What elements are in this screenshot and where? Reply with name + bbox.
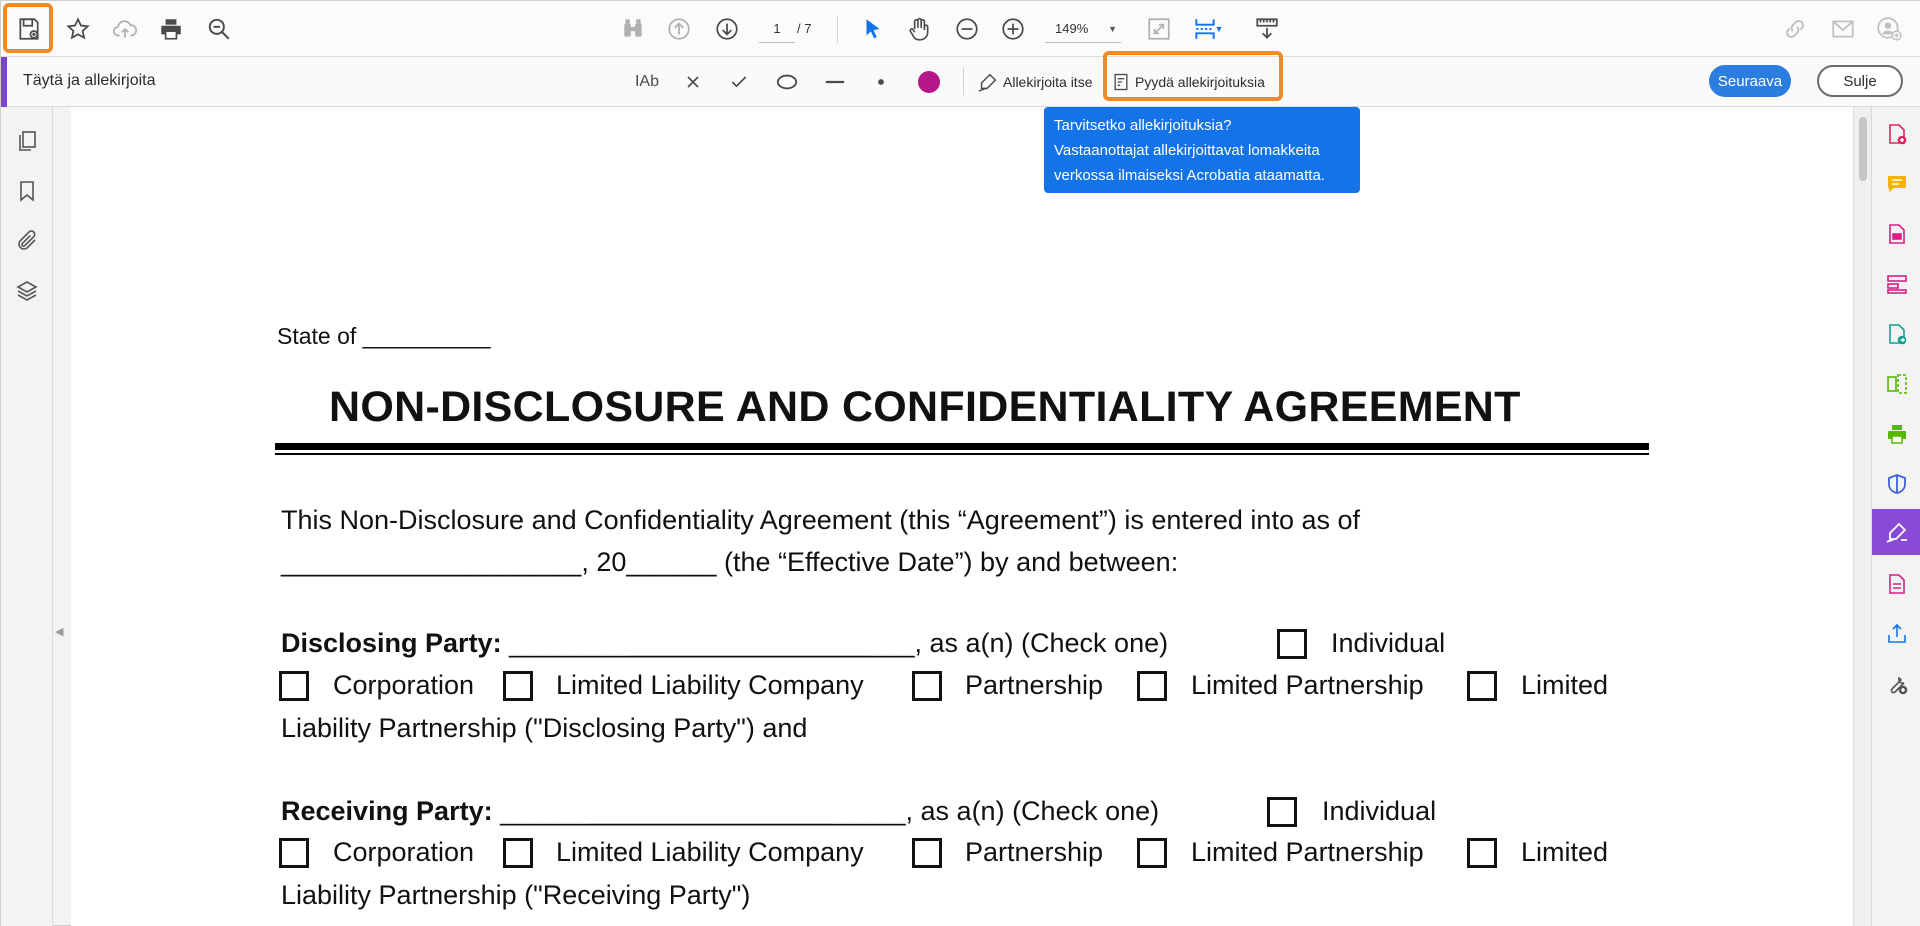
color-swatch bbox=[918, 71, 940, 93]
cross-mark-tool[interactable] bbox=[681, 67, 705, 97]
disclosing-party-line bbox=[281, 628, 1168, 659]
label-limited: Limited bbox=[1521, 670, 1609, 700]
collapse-left-panel-icon[interactable]: ◀ bbox=[55, 626, 64, 638]
line-tool[interactable] bbox=[821, 67, 849, 97]
label-limited-partnership: Limited Partnership bbox=[1191, 670, 1424, 700]
comment-icon[interactable] bbox=[1882, 169, 1912, 199]
intro-line-2: ____________________, 20______ (the “Effective Date”) by and between: bbox=[281, 547, 1179, 577]
circle-tool[interactable] bbox=[773, 67, 801, 97]
send-for-review-icon[interactable] bbox=[1882, 569, 1912, 599]
scrollbar-thumb[interactable] bbox=[1859, 117, 1867, 181]
request-document-icon bbox=[1111, 72, 1131, 92]
state-line: State of __________ bbox=[277, 323, 491, 349]
zoom-out-icon[interactable] bbox=[951, 13, 983, 45]
toolbar-separator bbox=[837, 15, 838, 43]
request-signatures-tooltip bbox=[1044, 107, 1360, 193]
checkbox-disclosing-corporation[interactable] bbox=[279, 671, 309, 701]
disclosing-party-end: Liability Partnership ("Disclosing Party") and bbox=[281, 713, 808, 743]
intro-line-1: This Non-Disclosure and Confidentiality Agreement (this “Agreement”) is entered into as of bbox=[281, 505, 1360, 535]
checkbox-receiving-llp[interactable] bbox=[1467, 838, 1497, 868]
checkbox-receiving-lp[interactable] bbox=[1137, 838, 1167, 868]
star-icon[interactable] bbox=[62, 13, 94, 45]
fill-sign-title: Täytä ja allekirjoita bbox=[23, 72, 156, 89]
sign-yourself-button[interactable] bbox=[977, 67, 1092, 97]
check-mark-tool[interactable] bbox=[727, 67, 751, 97]
scroll-mode-icon[interactable] bbox=[1251, 13, 1283, 45]
checkbox-disclosing-individual[interactable] bbox=[1277, 629, 1307, 659]
fit-page-icon[interactable] bbox=[1143, 13, 1175, 45]
email-icon[interactable] bbox=[1827, 13, 1859, 45]
find-binoculars-icon[interactable] bbox=[617, 13, 649, 45]
receiving-party-field: ___________________________, as a(n) (Check one) bbox=[492, 796, 1160, 826]
right-tools-rail bbox=[1871, 107, 1920, 926]
tooltip-line: Tarvitsetko allekirjoituksia? bbox=[1054, 117, 1232, 134]
pdf-page bbox=[71, 107, 1853, 926]
create-pdf-icon[interactable] bbox=[1882, 119, 1912, 149]
page-number-input[interactable]: 1 bbox=[759, 15, 795, 43]
chevron-down-icon: ▼ bbox=[1108, 24, 1117, 34]
export-pdf-icon[interactable] bbox=[1882, 319, 1912, 349]
receiving-party-line bbox=[281, 796, 1159, 827]
left-navigation-rail bbox=[1, 107, 53, 926]
label-llc: Limited Liability Company bbox=[556, 670, 864, 700]
toolbar-separator bbox=[963, 67, 964, 95]
close-button[interactable]: Sulje bbox=[1817, 65, 1903, 97]
title-rule-thin bbox=[275, 453, 1649, 455]
label-individual: Individual bbox=[1331, 628, 1446, 658]
checkbox-receiving-llc[interactable] bbox=[503, 838, 533, 868]
request-signatures-button[interactable] bbox=[1111, 67, 1265, 97]
color-picker-button[interactable] bbox=[916, 67, 942, 97]
title-rule bbox=[275, 443, 1649, 450]
add-text-tool[interactable]: IAb bbox=[634, 73, 659, 90]
print-production-icon[interactable] bbox=[1882, 419, 1912, 449]
pen-signature-icon bbox=[977, 71, 999, 93]
main-toolbar bbox=[1, 1, 1920, 57]
more-tools-wrench-icon[interactable] bbox=[1882, 669, 1912, 699]
hand-tool-icon[interactable] bbox=[903, 13, 935, 45]
protect-shield-icon[interactable] bbox=[1882, 469, 1912, 499]
dot-tool[interactable] bbox=[871, 67, 891, 97]
zoom-level-value: 149% bbox=[1055, 21, 1089, 36]
fill-sign-pen-icon[interactable] bbox=[1882, 517, 1912, 547]
checkbox-disclosing-partnership[interactable] bbox=[912, 671, 942, 701]
label-partnership: Partnership bbox=[965, 670, 1104, 700]
zoom-level-dropdown[interactable] bbox=[1045, 15, 1121, 43]
label-individual: Individual bbox=[1322, 796, 1437, 826]
page-down-icon[interactable] bbox=[711, 13, 743, 45]
attachment-paperclip-icon[interactable] bbox=[13, 227, 41, 255]
cloud-upload-icon[interactable] bbox=[109, 13, 141, 45]
organize-pages-icon[interactable] bbox=[1882, 369, 1912, 399]
label-limited-partnership: Limited Partnership bbox=[1191, 837, 1424, 867]
share-upload-icon[interactable] bbox=[1882, 619, 1912, 649]
receiving-party-label: Receiving Party: bbox=[281, 796, 493, 826]
prepare-form-icon[interactable] bbox=[1882, 269, 1912, 299]
disclosing-party-label: Disclosing Party: bbox=[281, 628, 502, 658]
add-user-icon[interactable] bbox=[1873, 13, 1905, 45]
label-llc: Limited Liability Company bbox=[556, 837, 864, 867]
print-icon[interactable] bbox=[155, 13, 187, 45]
label-corporation: Corporation bbox=[333, 670, 475, 700]
sign-yourself-label: Allekirjoita itse bbox=[1003, 74, 1093, 90]
link-share-icon[interactable] bbox=[1779, 13, 1811, 45]
edit-pdf-icon[interactable] bbox=[1882, 219, 1912, 249]
chevron-down-icon[interactable]: ▼ bbox=[1214, 24, 1224, 34]
label-corporation: Corporation bbox=[333, 837, 475, 867]
page-up-icon[interactable] bbox=[663, 13, 695, 45]
zoom-in-icon[interactable] bbox=[997, 13, 1029, 45]
bookmark-icon[interactable] bbox=[13, 177, 41, 205]
label-limited: Limited bbox=[1521, 837, 1609, 867]
checkbox-disclosing-llc[interactable] bbox=[503, 671, 533, 701]
checkbox-receiving-corporation[interactable] bbox=[279, 838, 309, 868]
vertical-scrollbar[interactable] bbox=[1853, 107, 1871, 926]
label-partnership: Partnership bbox=[965, 837, 1104, 867]
tooltip-line: Vastaanottajat allekirjoittavat lomakkeita bbox=[1054, 142, 1320, 159]
page-total: / 7 bbox=[797, 21, 812, 36]
fill-sign-toolbar bbox=[1, 57, 1920, 107]
tooltip-line: verkossa ilmaiseksi Acrobatia ataamatta. bbox=[1054, 167, 1325, 184]
checkbox-receiving-individual[interactable] bbox=[1267, 797, 1297, 827]
request-signatures-label: Pyydä allekirjoituksia bbox=[1135, 74, 1265, 90]
checkbox-disclosing-lp[interactable] bbox=[1137, 671, 1167, 701]
checkbox-receiving-partnership[interactable] bbox=[912, 838, 942, 868]
checkbox-disclosing-llp[interactable] bbox=[1467, 671, 1497, 701]
receiving-party-end: Liability Partnership ("Receiving Party") bbox=[281, 880, 751, 910]
save-icon[interactable] bbox=[13, 13, 45, 45]
next-button[interactable]: Seuraava bbox=[1709, 65, 1791, 97]
disclosing-party-field: ___________________________, as a(n) (Check one) bbox=[501, 628, 1169, 658]
layers-icon[interactable] bbox=[13, 277, 41, 305]
zoom-search-icon[interactable] bbox=[203, 13, 235, 45]
page-thumbnails-icon[interactable] bbox=[13, 127, 41, 155]
tool-accent-bar bbox=[1, 57, 7, 107]
select-cursor-icon[interactable] bbox=[857, 13, 889, 45]
document-title: NON-DISCLOSURE AND CONFIDENTIALITY AGREEMENT bbox=[329, 383, 1521, 431]
